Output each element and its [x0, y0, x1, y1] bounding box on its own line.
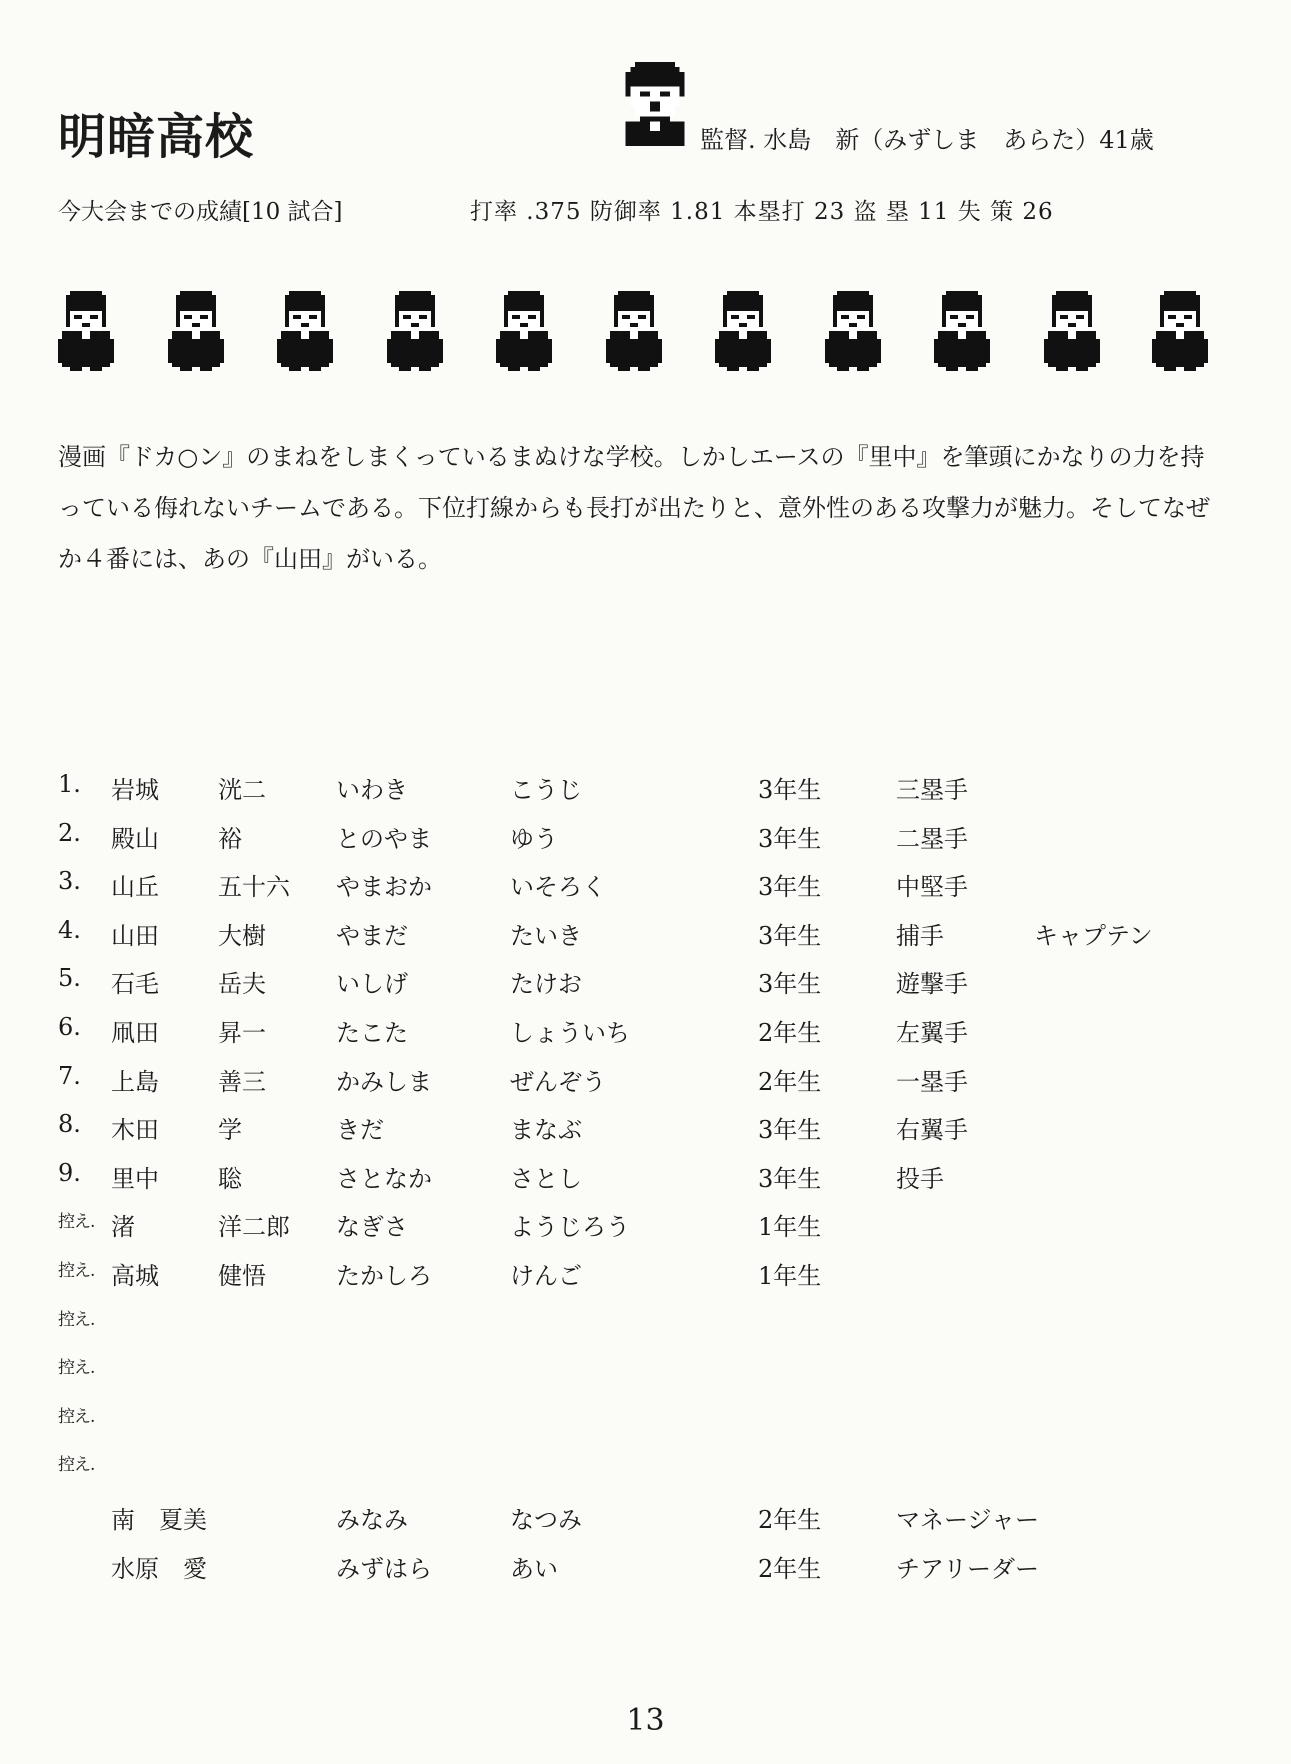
player-grade: 3年生: [758, 873, 822, 902]
player-given-kana: さとし: [510, 1164, 582, 1193]
staff-family-kana: みなみ: [336, 1506, 408, 1534]
player-sprite-row: [58, 290, 1208, 372]
player-family-name: 凧田: [111, 1018, 159, 1047]
player-grade: 3年生: [758, 921, 822, 950]
player-given-kana: たいき: [510, 921, 582, 950]
player-position: 三塁手: [896, 776, 968, 804]
player-sprite-icon: [1044, 290, 1100, 372]
player-family-kana: いわき: [336, 776, 408, 804]
player-family-name: 木田: [111, 1116, 159, 1145]
player-sprite-icon: [606, 290, 662, 372]
player-given-name: 裕: [218, 824, 242, 853]
player-family-name: 殿山: [111, 824, 159, 853]
player-number: 6.: [58, 1012, 81, 1041]
player-given-name: 健悟: [218, 1261, 266, 1290]
player-grade: 3年生: [758, 776, 822, 804]
player-family-name: 岩城: [111, 776, 159, 804]
staff-role: チアリーダー: [896, 1554, 1040, 1583]
player-given-kana: まなぶ: [510, 1116, 582, 1145]
player-family-kana: やまおか: [336, 873, 432, 902]
player-sprite-icon: [277, 290, 333, 372]
player-family-kana: きだ: [336, 1116, 384, 1145]
player-position: 捕手: [896, 921, 944, 950]
table-row: [58, 1110, 1208, 1159]
player-family-name: 山田: [111, 921, 159, 950]
player-given-kana: ゆう: [510, 824, 558, 853]
staff-family-kana: みずはら: [336, 1554, 432, 1583]
player-number: 4.: [58, 915, 81, 944]
player-grade: 2年生: [758, 1018, 822, 1047]
player-sprite-icon: [496, 290, 552, 372]
coach-info: 監督. 水島 新（みずしま あらた）41歳: [700, 126, 1154, 154]
player-family-name: 高城: [111, 1261, 159, 1290]
table-row: [58, 1256, 1208, 1305]
player-grade: 2年生: [758, 1067, 822, 1096]
table-row: [58, 1305, 1208, 1354]
player-given-name: 学: [218, 1116, 242, 1145]
record-label: 今大会までの成績[10 試合]: [58, 199, 343, 225]
staff-name: 南 夏美: [111, 1506, 207, 1534]
player-given-name: 聡: [218, 1164, 242, 1193]
table-row: [58, 1013, 1208, 1062]
table-row: [58, 1353, 1208, 1402]
player-family-name: 上島: [111, 1067, 159, 1096]
player-sprite-icon: [387, 290, 443, 372]
table-row: [58, 1062, 1208, 1111]
player-family-kana: やまだ: [336, 921, 408, 950]
player-number: 7.: [58, 1061, 81, 1090]
coach-face-icon: [620, 62, 690, 146]
player-given-kana: いそろく: [510, 873, 606, 902]
player-number: 3.: [58, 867, 81, 896]
table-row: [58, 1500, 1208, 1549]
table-row: [58, 1450, 1208, 1499]
staff-name: 水原 愛: [111, 1554, 207, 1583]
player-number: 2.: [58, 818, 81, 847]
school-name: 明暗高校: [58, 109, 255, 165]
player-grade: 1年生: [758, 1261, 822, 1290]
player-sprite-icon: [825, 290, 881, 372]
player-role: キャプテン: [1034, 921, 1153, 950]
player-number: 控え.: [58, 1455, 95, 1476]
player-grade: 3年生: [758, 824, 822, 853]
player-given-kana: しょういち: [510, 1018, 630, 1047]
player-position: 左翼手: [896, 1018, 968, 1047]
player-number: 控え.: [58, 1309, 95, 1330]
player-number: 9.: [58, 1158, 81, 1187]
player-given-name: 昇一: [218, 1018, 266, 1047]
player-number: 控え.: [58, 1358, 95, 1379]
player-grade: 3年生: [758, 1116, 822, 1145]
player-given-name: 洸二: [218, 776, 266, 804]
table-row: [58, 1159, 1208, 1208]
page-number: 13: [626, 1703, 665, 1738]
player-given-name: 大樹: [218, 921, 266, 950]
player-position: 中堅手: [896, 873, 968, 902]
staff-given-kana: なつみ: [510, 1506, 582, 1534]
player-position: 二塁手: [896, 824, 968, 853]
player-position: 一塁手: [896, 1067, 968, 1096]
record-stats: 打率 .375 防御率 1.81 本塁打 23 盗 塁 11 失 策 26: [470, 199, 1054, 225]
player-family-kana: なぎさ: [336, 1213, 408, 1242]
table-row: [58, 1207, 1208, 1256]
player-given-kana: ようじろう: [510, 1213, 630, 1242]
player-number: 5.: [58, 964, 81, 993]
player-number: 控え.: [58, 1212, 95, 1233]
roster-table: [58, 770, 1208, 1499]
staff-given-kana: あい: [510, 1554, 558, 1583]
table-row: [58, 1402, 1208, 1451]
player-number: 1.: [58, 770, 81, 798]
player-position: 右翼手: [896, 1116, 968, 1145]
player-number: 控え.: [58, 1406, 95, 1427]
player-number: 8.: [58, 1110, 81, 1139]
player-family-kana: さとなか: [336, 1164, 432, 1193]
player-given-kana: たけお: [510, 970, 582, 999]
player-family-name: 山丘: [111, 873, 159, 902]
staff-table: [58, 1500, 1208, 1597]
staff-grade: 2年生: [758, 1506, 822, 1534]
player-given-name: 五十六: [218, 873, 290, 902]
player-given-name: 洋二郎: [218, 1213, 290, 1242]
table-row: [58, 770, 1208, 819]
player-family-name: 渚: [111, 1213, 135, 1242]
table-row: [58, 867, 1208, 916]
staff-grade: 2年生: [758, 1554, 822, 1583]
player-given-name: 岳夫: [218, 970, 266, 999]
player-given-name: 善三: [218, 1067, 266, 1096]
player-given-kana: こうじ: [510, 776, 582, 804]
table-row: [58, 916, 1208, 965]
table-row: [58, 819, 1208, 868]
player-family-kana: たかしろ: [336, 1261, 432, 1290]
player-family-kana: たこた: [336, 1018, 408, 1047]
player-position: 遊撃手: [896, 970, 968, 999]
player-grade: 1年生: [758, 1213, 822, 1242]
table-row: [58, 1549, 1208, 1598]
player-given-kana: けんご: [510, 1261, 582, 1290]
player-position: 投手: [896, 1164, 944, 1193]
player-family-name: 石毛: [111, 970, 159, 999]
player-number: 控え.: [58, 1260, 95, 1281]
team-description: 漫画『ドカ○ン』のまねをしまくっているまぬけな学校。しかしエースの『里中』を筆頭にかなりの力を持っている侮れないチームである。下位打線からも長打が出たりと、意外性のある攻撃力が魅力。そしてなぜか４番には、あの『山田』がいる。: [58, 443, 1210, 573]
staff-role: マネージャー: [896, 1506, 1040, 1534]
player-sprite-icon: [1152, 290, 1208, 372]
player-given-kana: ぜんぞう: [510, 1067, 606, 1096]
player-sprite-icon: [934, 290, 990, 372]
player-sprite-icon: [168, 290, 224, 372]
player-grade: 3年生: [758, 1164, 822, 1193]
player-family-kana: とのやま: [336, 824, 432, 853]
player-sprite-icon: [58, 290, 114, 372]
player-grade: 3年生: [758, 970, 822, 999]
player-family-name: 里中: [111, 1164, 159, 1193]
player-family-kana: いしげ: [336, 970, 408, 999]
player-family-kana: かみしま: [336, 1067, 432, 1096]
player-sprite-icon: [715, 290, 771, 372]
table-row: [58, 964, 1208, 1013]
